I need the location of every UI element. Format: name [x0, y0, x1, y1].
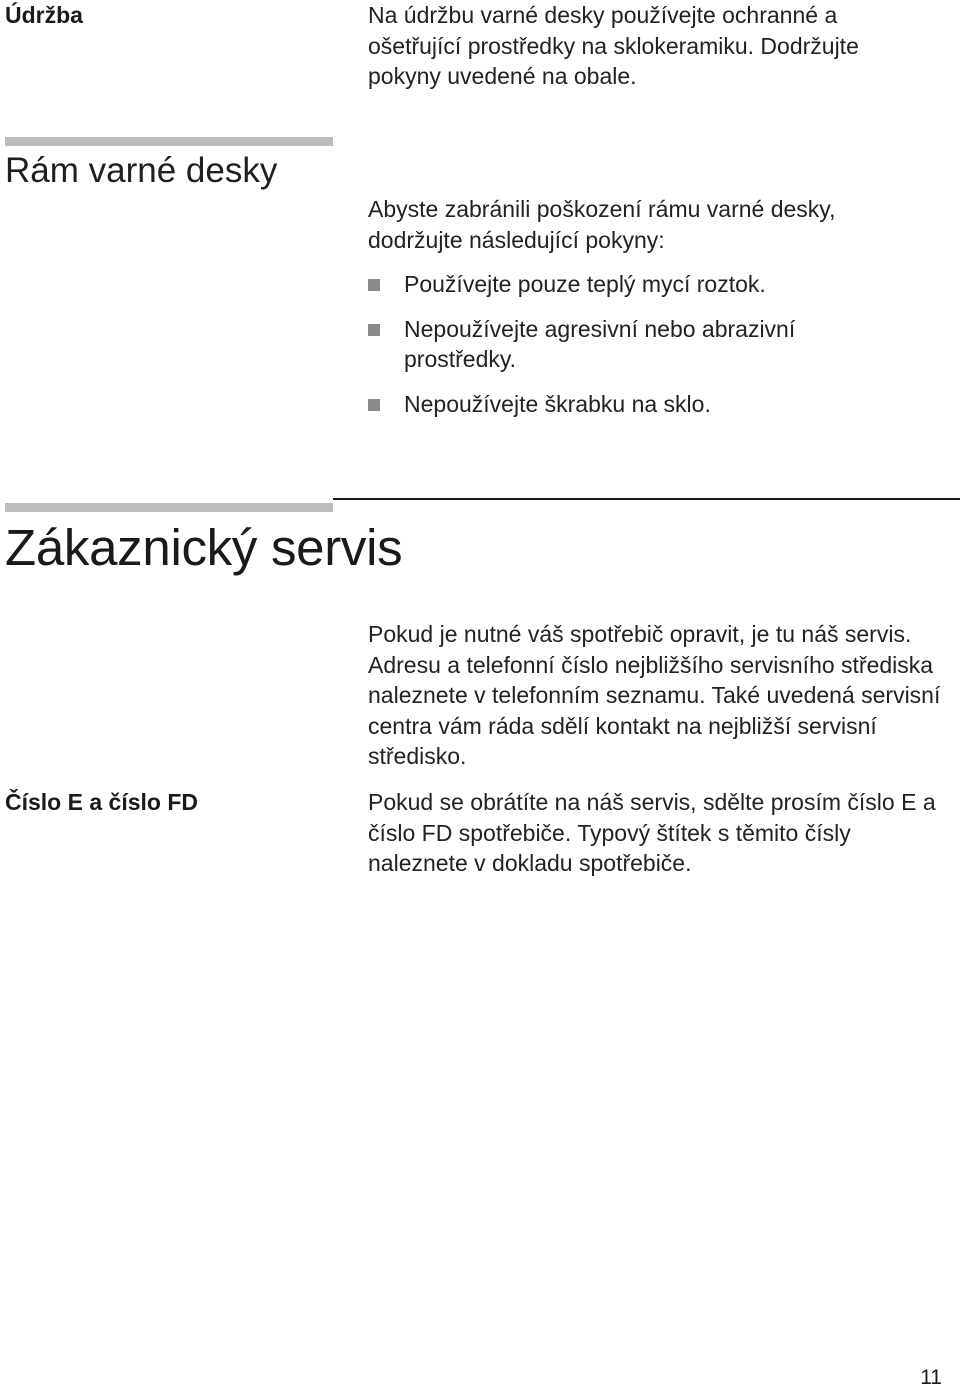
- list-item: [368, 269, 888, 300]
- enumber-label: Číslo E a číslo FD: [5, 789, 198, 815]
- section-bar-frame: [5, 137, 333, 146]
- square-bullet-icon: [368, 279, 380, 291]
- list-item-text: Nepoužívejte škrabku na sklo.: [404, 390, 711, 417]
- maintenance-label: Údržba: [5, 2, 83, 28]
- list-item-text: Používejte pouze teplý mycí roztok.: [404, 271, 766, 297]
- enumber-text: Pokud se obrátíte na náš servis, sdělte prosím číslo E a číslo FD spotřebiče. Typový štítek s těmito čísly naleznete v dokladu spotřebiče.: [368, 789, 936, 876]
- frame-intro: Abyste zabránili poškození rámu varné desky, dodržujte následující pokyny:: [368, 196, 836, 253]
- section-rule: [333, 498, 960, 500]
- square-bullet-icon: [368, 324, 380, 336]
- page-number: 11: [920, 1366, 942, 1389]
- list-item: [368, 389, 888, 420]
- service-heading: Zákaznický servis: [5, 519, 403, 576]
- square-bullet-icon: [368, 399, 380, 411]
- frame-heading: Rám varné desky: [5, 151, 278, 190]
- service-text: Pokud je nutné váš spotřebič opravit, je tu náš servis. Adresu a telefonní číslo nejbližšího servisního střediska naleznete v telefonním seznamu. Také uvedená servisní centra vám ráda sdělí kontakt na nejbližší servisní středisko.: [368, 621, 941, 769]
- list-item: [368, 314, 888, 375]
- section-bar-service: [5, 503, 333, 512]
- frame-bullet-list: [368, 269, 888, 433]
- maintenance-text: Na údržbu varné desky používejte ochranné a ošetřující prostředky na sklokeramiku. Dodržujte pokyny uvedené na obale.: [368, 2, 859, 89]
- list-item-text: Nepoužívejte agresivní nebo abrazivní prostředky.: [404, 315, 796, 372]
